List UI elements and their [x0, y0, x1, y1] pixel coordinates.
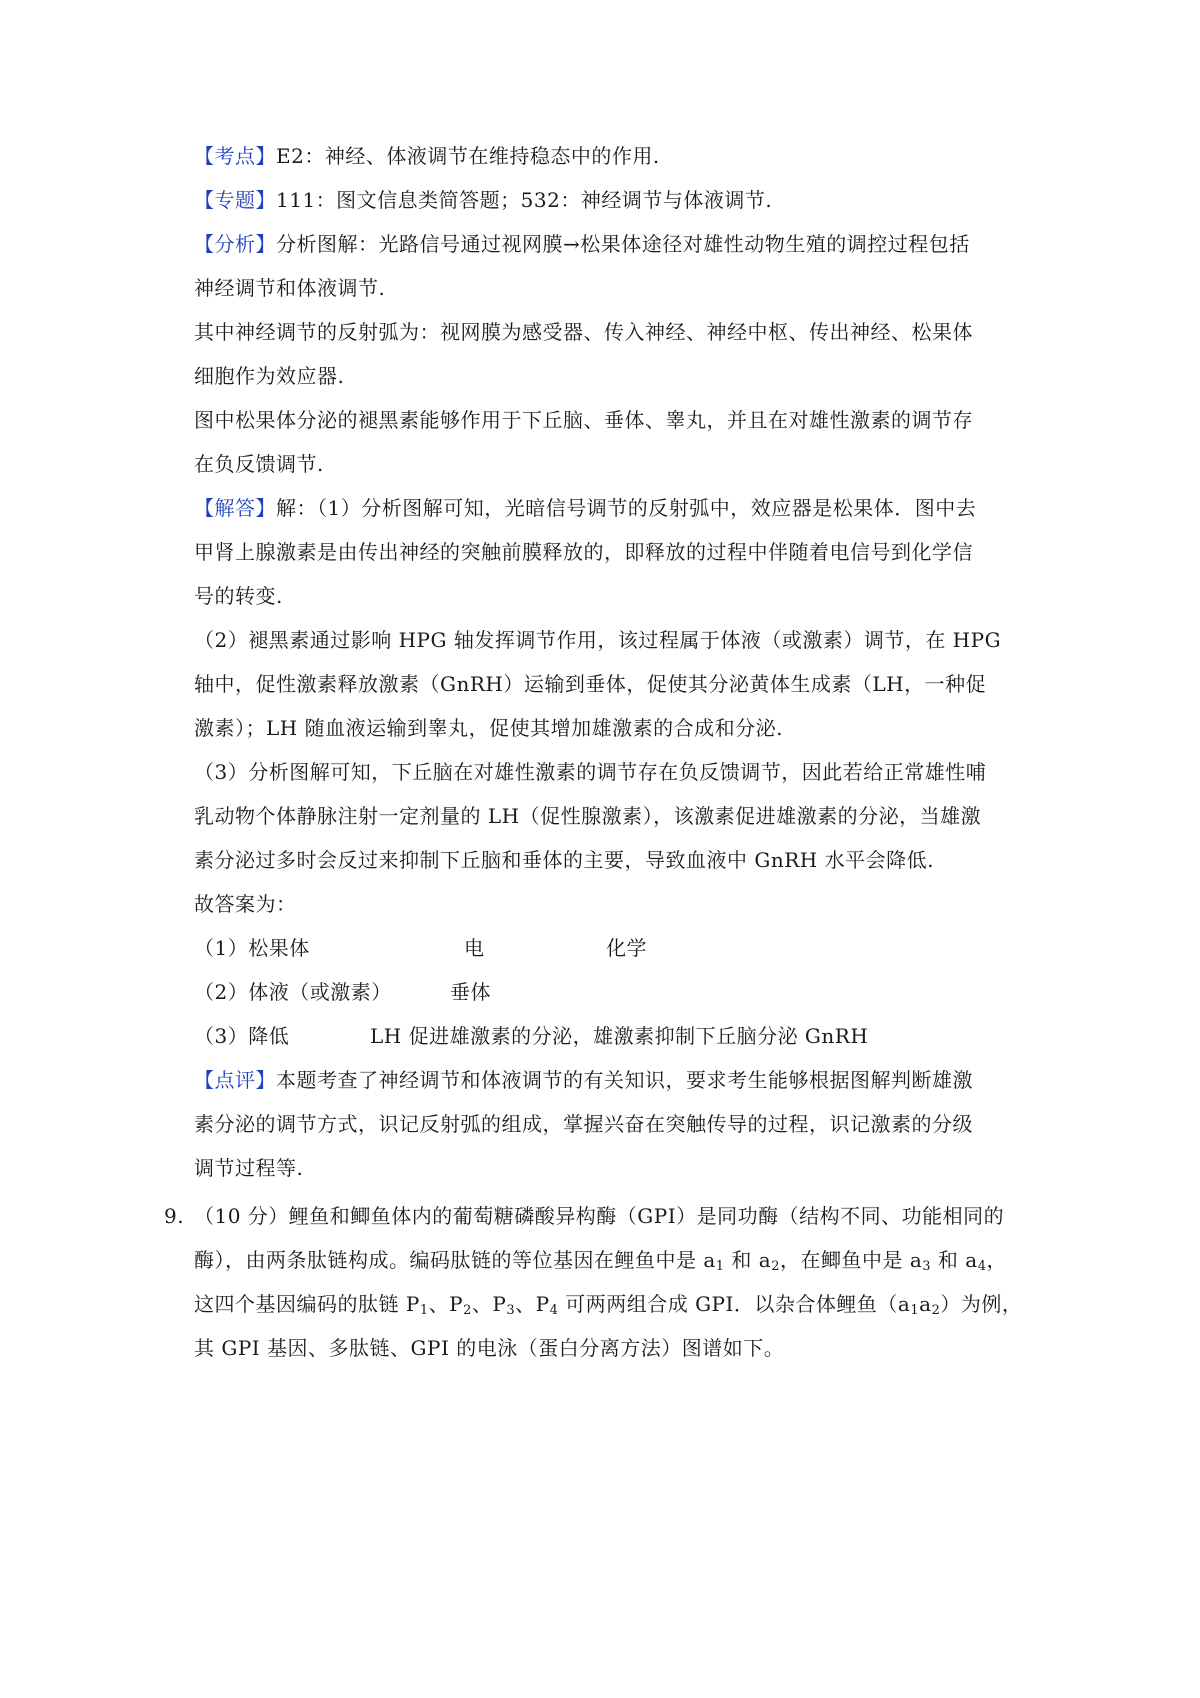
fenxi-line-1: [194, 230, 970, 258]
jieda-p2-line-2: 轴中，促性激素释放激素（GnRH）运输到垂体，促使其分泌黄体生成素（LH，一种促: [194, 672, 987, 696]
answer-2-label: （2）体液（或激素）: [194, 980, 392, 1004]
answer-1-label: （1）松果体: [194, 936, 310, 960]
zhuanti-text: 111：图文信息类简答题；532：神经调节与体液调节.: [276, 188, 773, 212]
answer-intro: 故答案为：: [194, 892, 297, 916]
q9-subscript: 2: [931, 1303, 941, 1318]
jieda-p3-line-1: （3）分析图解可知，下丘脑在对雄性激素的调节存在负反馈调节，因此若给正常雄性哺: [194, 760, 987, 784]
answer-1-c: 化学: [606, 936, 647, 960]
q9-text: 酶），由两条肽链构成。编码肽链的等位基因在鲤鱼中是 a: [194, 1248, 716, 1272]
q9-text: 和 a: [724, 1248, 772, 1272]
q9-subscript: 3: [506, 1303, 516, 1318]
kaodian-text: E2：神经、体液调节在维持稳态中的作用.: [276, 144, 660, 168]
q9-text: a: [919, 1292, 932, 1316]
fenxi-line-4: 细胞作为效应器.: [194, 364, 345, 388]
q9-subscript: 2: [463, 1303, 472, 1318]
answer-3-label: （3）降低: [194, 1024, 290, 1048]
q9-subscript: 3: [922, 1259, 932, 1274]
question-9-line-4: 其 GPI 基因、多肽链、GPI 的电泳（蛋白分离方法）图谱如下。: [194, 1336, 785, 1360]
kaodian-line: [194, 142, 660, 170]
q9-subscript: 1: [419, 1303, 429, 1318]
jieda-p2-line-3: 激素）；LH 随血液运输到睾丸，促使其增加雄激素的合成和分泌.: [194, 716, 783, 740]
answer-2-b: 垂体: [450, 980, 491, 1004]
kaodian-label: 【考点】: [194, 144, 276, 168]
answer-row-2: [194, 978, 994, 1006]
q9-text: ，: [986, 1248, 1007, 1272]
q9-text: 、P: [515, 1292, 550, 1316]
dianping-text-1: 本题考查了神经调节和体液调节的有关知识，要求考生能够根据图解判断雄激: [276, 1068, 973, 1092]
question-9-number: 9.: [164, 1204, 185, 1228]
answer-1-b: 电: [464, 936, 485, 960]
dianping-line-2: 素分泌的调节方式，识记反射弧的组成，掌握兴奋在突触传导的过程，识记激素的分级: [194, 1112, 973, 1136]
q9-text: 、P: [428, 1292, 464, 1316]
q9-text: ，在鲫鱼中是 a: [779, 1248, 923, 1272]
question-9-line-2: [194, 1246, 1007, 1274]
fenxi-line-3: 其中神经调节的反射弧为：视网膜为感受器、传入神经、神经中枢、传出神经、松果体: [194, 320, 973, 344]
zhuanti-line: [194, 186, 772, 214]
dianping-label: 【点评】: [194, 1068, 276, 1092]
fenxi-label: 【分析】: [194, 232, 276, 256]
jieda-p3-line-3: 素分泌过多时会反过来抑制下丘脑和垂体的主要，导致血液中 GnRH 水平会降低.: [194, 848, 934, 872]
q9-subscript: 4: [977, 1259, 987, 1274]
fenxi-line-2: 神经调节和体液调节.: [194, 276, 386, 300]
jieda-p3-line-2: 乳动物个体静脉注射一定剂量的 LH（促性腺激素），该激素促进雄激素的分泌，当雄激: [194, 804, 982, 828]
q9-subscript: 4: [549, 1303, 559, 1318]
answer-row-3: [194, 1022, 994, 1050]
question-9-line-3: [194, 1290, 1022, 1318]
q9-text: ）为例，: [940, 1292, 1023, 1316]
q9-text: 、P: [471, 1292, 507, 1316]
jieda-text-1: 解：（1）分析图解可知，光暗信号调节的反射弧中，效应器是松果体．图中去: [276, 496, 977, 520]
jieda-label: 【解答】: [194, 496, 276, 520]
jieda-line-1: [194, 494, 976, 522]
q9-text: 可两两组合成 GPI．以杂合体鲤鱼（a: [558, 1292, 911, 1316]
jieda-line-2: 甲肾上腺激素是由传出神经的突触前膜释放的，即释放的过程中伴随着电信号到化学信: [194, 540, 973, 564]
answer-3-b: LH 促进雄激素的分泌，雄激素抑制下丘脑分泌 GnRH: [370, 1024, 869, 1048]
q9-text: 和 a: [931, 1248, 978, 1272]
zhuanti-label: 【专题】: [194, 188, 276, 212]
q9-subscript: 1: [715, 1259, 725, 1274]
q9-subscript: 1: [910, 1303, 920, 1318]
fenxi-line-6: 在负反馈调节.: [194, 452, 324, 476]
jieda-line-3: 号的转变.: [194, 584, 283, 608]
answer-row-1: [194, 934, 994, 962]
q9-text: 这四个基因编码的肽链 P: [194, 1292, 420, 1316]
fenxi-text-1: 分析图解：光路信号通过视网膜→松果体途径对雄性动物生殖的调控过程包括: [276, 232, 970, 256]
question-9-line-1: （10 分）鲤鱼和鲫鱼体内的葡萄糖磷酸异构酶（GPI）是同功酶（结构不同、功能相同的: [194, 1204, 1005, 1228]
dianping-line-1: [194, 1066, 973, 1094]
jieda-p2-line-1: （2）褪黑素通过影响 HPG 轴发挥调节作用，该过程属于体液（或激素）调节，在 HPG: [194, 628, 1002, 652]
dianping-line-3: 调节过程等.: [194, 1156, 304, 1180]
q9-subscript: 2: [771, 1259, 780, 1274]
fenxi-line-5: 图中松果体分泌的褪黑素能够作用于下丘脑、垂体、睾丸，并且在对雄性激素的调节存: [194, 408, 973, 432]
